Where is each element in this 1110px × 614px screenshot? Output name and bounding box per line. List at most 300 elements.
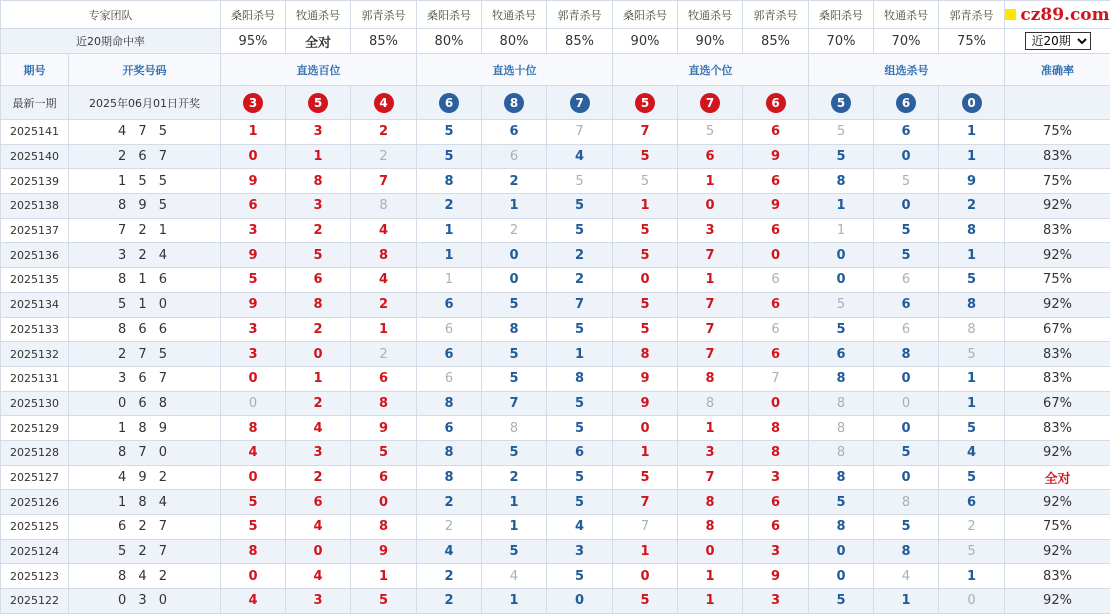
- number-ball: 4: [374, 93, 394, 113]
- col-accuracy: 准确率: [1005, 54, 1110, 86]
- kill-number: 3: [221, 342, 286, 367]
- kill-number: 5: [482, 366, 547, 391]
- table-row: [1, 391, 1110, 416]
- kill-number: 2: [417, 515, 482, 540]
- table-row: [1, 342, 1110, 367]
- kill-number: 8: [613, 342, 678, 367]
- expert-header-row: [1, 1, 1110, 29]
- draw-number: 8 6 6: [69, 317, 221, 342]
- kill-number: 5: [417, 120, 482, 145]
- kill-number: 6: [417, 366, 482, 391]
- hit-rate-row: [1, 29, 1110, 54]
- expert-name: 桑阳杀号: [613, 1, 678, 29]
- accuracy-value: 全对: [1005, 465, 1110, 490]
- expert-rate: 70%: [874, 29, 939, 54]
- draw-number: 7 2 1: [69, 218, 221, 243]
- kill-number: 5: [613, 243, 678, 268]
- kill-number: 6: [417, 416, 482, 441]
- expert-name: 牧通杀号: [482, 1, 547, 29]
- number-ball: 5: [831, 93, 851, 113]
- kill-number: 6: [417, 317, 482, 342]
- table-row: [1, 169, 1110, 194]
- kill-number: 7: [613, 515, 678, 540]
- kill-number: 5: [482, 539, 547, 564]
- kill-number: 3: [678, 440, 743, 465]
- kill-number: 8: [809, 169, 874, 194]
- period-number: 2025132: [1, 342, 69, 367]
- kill-number: 4: [286, 416, 351, 441]
- period-number: 2025139: [1, 169, 69, 194]
- expert-rate: 80%: [417, 29, 482, 54]
- kill-number: 7: [351, 169, 417, 194]
- kill-number: 0: [678, 194, 743, 219]
- kill-number: 5: [939, 416, 1005, 441]
- kill-number: 8: [221, 539, 286, 564]
- kill-number: 8: [286, 292, 351, 317]
- expert-rate: 70%: [809, 29, 874, 54]
- accuracy-value: 92%: [1005, 589, 1110, 614]
- expert-name: 牧通杀号: [874, 1, 939, 29]
- kill-number: 0: [874, 416, 939, 441]
- table-row: [1, 366, 1110, 391]
- kill-number: 8: [809, 515, 874, 540]
- draw-number: 5 2 7: [69, 539, 221, 564]
- kill-number: 1: [417, 243, 482, 268]
- kill-number: 9: [743, 194, 809, 219]
- number-ball: 3: [243, 93, 263, 113]
- table-row: [1, 194, 1110, 219]
- kill-number: 6: [743, 490, 809, 515]
- kill-number: 0: [743, 391, 809, 416]
- kill-number: 0: [351, 490, 417, 515]
- accuracy-value: 92%: [1005, 440, 1110, 465]
- kill-number: 8: [351, 515, 417, 540]
- kill-number: 8: [809, 391, 874, 416]
- kill-number: 2: [939, 194, 1005, 219]
- kill-number: 4: [874, 564, 939, 589]
- kill-number: 1: [482, 194, 547, 219]
- expert-rate: 95%: [221, 29, 286, 54]
- draw-number: 0 6 8: [69, 391, 221, 416]
- table-row: [1, 218, 1110, 243]
- kill-number: 5: [613, 317, 678, 342]
- table-row: [1, 144, 1110, 169]
- expert-rate: 90%: [613, 29, 678, 54]
- kill-number: 1: [939, 144, 1005, 169]
- expert-rate: 75%: [939, 29, 1005, 54]
- kill-number: 6: [351, 366, 417, 391]
- kill-number: 6: [547, 440, 613, 465]
- kill-number: 0: [678, 539, 743, 564]
- kill-number: 0: [939, 589, 1005, 614]
- draw-number: 4 7 5: [69, 120, 221, 145]
- latest-kill-cell: [286, 86, 351, 120]
- kill-number: 9: [221, 292, 286, 317]
- kill-number: 2: [286, 317, 351, 342]
- accuracy-value: 83%: [1005, 416, 1110, 441]
- expert-name: 郭青杀号: [351, 1, 417, 29]
- kill-number: 0: [221, 366, 286, 391]
- latest-kill-cell: [547, 86, 613, 120]
- kill-number: 6: [678, 144, 743, 169]
- kill-number: 1: [351, 564, 417, 589]
- draw-number: 3 6 7: [69, 366, 221, 391]
- kill-number: 6: [743, 515, 809, 540]
- table-row: [1, 292, 1110, 317]
- kill-number: 5: [351, 440, 417, 465]
- kill-number: 6: [939, 490, 1005, 515]
- period-number: 2025129: [1, 416, 69, 441]
- accuracy-value: 92%: [1005, 292, 1110, 317]
- kill-number: 2: [351, 144, 417, 169]
- kill-number: 7: [678, 342, 743, 367]
- kill-number: 3: [678, 218, 743, 243]
- draw-number: 8 1 6: [69, 268, 221, 293]
- number-ball: 6: [896, 93, 916, 113]
- kill-number: 6: [874, 120, 939, 145]
- table-row: [1, 490, 1110, 515]
- kill-number: 1: [351, 317, 417, 342]
- kill-number: 1: [613, 440, 678, 465]
- kill-number: 0: [874, 391, 939, 416]
- kill-number: 8: [678, 391, 743, 416]
- period-number: 2025137: [1, 218, 69, 243]
- latest-kill-cell: [874, 86, 939, 120]
- number-ball: 5: [308, 93, 328, 113]
- kill-number: 4: [286, 515, 351, 540]
- kill-number: 2: [351, 292, 417, 317]
- kill-number: 8: [417, 465, 482, 490]
- table-row: [1, 589, 1110, 614]
- kill-number: 1: [939, 366, 1005, 391]
- period-number: 2025123: [1, 564, 69, 589]
- kill-number: 5: [351, 589, 417, 614]
- kill-number: 8: [809, 366, 874, 391]
- kill-number: 5: [547, 218, 613, 243]
- kill-number: 8: [482, 416, 547, 441]
- kill-number: 1: [678, 564, 743, 589]
- kill-number: 5: [547, 391, 613, 416]
- table-row: [1, 317, 1110, 342]
- kill-number: 6: [286, 490, 351, 515]
- latest-kill-cell: [939, 86, 1005, 120]
- kill-number: 4: [482, 564, 547, 589]
- kill-number: 8: [939, 317, 1005, 342]
- kill-number: 7: [547, 120, 613, 145]
- kill-number: 8: [874, 490, 939, 515]
- kill-number: 5: [482, 440, 547, 465]
- col-group-hundreds: 直选百位: [221, 54, 417, 86]
- kill-number: 0: [613, 564, 678, 589]
- kill-number: 5: [874, 515, 939, 540]
- kill-number: 5: [221, 268, 286, 293]
- number-ball: 7: [570, 93, 590, 113]
- kill-number: 2: [482, 465, 547, 490]
- kill-number: 0: [809, 564, 874, 589]
- kill-number: 3: [743, 539, 809, 564]
- kill-number: 6: [743, 342, 809, 367]
- kill-number: 5: [221, 515, 286, 540]
- kill-number: 4: [417, 539, 482, 564]
- kill-number: 0: [809, 539, 874, 564]
- accuracy-value: 92%: [1005, 490, 1110, 515]
- kill-number: 5: [939, 268, 1005, 293]
- expert-rate: 85%: [547, 29, 613, 54]
- period-number: 2025140: [1, 144, 69, 169]
- kill-number: 8: [874, 342, 939, 367]
- kill-number: 3: [547, 539, 613, 564]
- period-number: 2025131: [1, 366, 69, 391]
- kill-number: 5: [874, 440, 939, 465]
- period-number: 2025128: [1, 440, 69, 465]
- period-range-select[interactable]: [1025, 32, 1091, 50]
- kill-number: 1: [939, 391, 1005, 416]
- kill-number: 2: [547, 268, 613, 293]
- kill-number: 9: [351, 539, 417, 564]
- kill-number: 3: [743, 465, 809, 490]
- table-row: [1, 416, 1110, 441]
- kill-number: 1: [613, 194, 678, 219]
- latest-kill-cell: [351, 86, 417, 120]
- kill-number: 5: [809, 589, 874, 614]
- kill-number: 5: [547, 490, 613, 515]
- kill-number: 9: [743, 564, 809, 589]
- kill-number: 6: [743, 317, 809, 342]
- kill-number: 5: [939, 342, 1005, 367]
- table-row: [1, 120, 1110, 145]
- col-group-tens: 直选十位: [417, 54, 613, 86]
- draw-number: 1 8 4: [69, 490, 221, 515]
- kill-number: 0: [613, 416, 678, 441]
- kill-number: 8: [678, 490, 743, 515]
- kill-number: 6: [874, 268, 939, 293]
- kill-number: 0: [221, 465, 286, 490]
- kill-number: 1: [417, 268, 482, 293]
- expert-rate: 85%: [351, 29, 417, 54]
- accuracy-value: 75%: [1005, 120, 1110, 145]
- kill-number: 0: [874, 465, 939, 490]
- kill-number: 8: [351, 391, 417, 416]
- draw-number: 0 3 0: [69, 589, 221, 614]
- period-number: 2025124: [1, 539, 69, 564]
- kill-number: 5: [547, 564, 613, 589]
- kill-number: 7: [547, 292, 613, 317]
- kill-number: 5: [547, 169, 613, 194]
- kill-number: 9: [939, 169, 1005, 194]
- draw-number: 8 4 2: [69, 564, 221, 589]
- kill-number: 5: [613, 144, 678, 169]
- draw-number: 1 5 5: [69, 169, 221, 194]
- kill-number: 5: [613, 292, 678, 317]
- latest-date: 2025年06月01日开奖: [69, 86, 221, 120]
- kill-number: 6: [221, 194, 286, 219]
- kill-number: 0: [613, 268, 678, 293]
- kill-number: 0: [286, 342, 351, 367]
- draw-number: 1 8 9: [69, 416, 221, 441]
- number-ball: 8: [504, 93, 524, 113]
- expert-rate: 80%: [482, 29, 547, 54]
- table-row: [1, 539, 1110, 564]
- kill-number: 5: [809, 490, 874, 515]
- table-row: [1, 243, 1110, 268]
- kill-number: 5: [547, 194, 613, 219]
- kill-number: 9: [743, 144, 809, 169]
- expert-name: 牧通杀号: [286, 1, 351, 29]
- kill-number: 5: [874, 218, 939, 243]
- accuracy-value: 92%: [1005, 539, 1110, 564]
- kill-number: 5: [809, 120, 874, 145]
- kill-number: 5: [482, 342, 547, 367]
- kill-number: 2: [482, 169, 547, 194]
- kill-number: 9: [221, 169, 286, 194]
- expert-name: 郭青杀号: [939, 1, 1005, 29]
- expert-name: 牧通杀号: [678, 1, 743, 29]
- kill-number: 1: [613, 539, 678, 564]
- latest-kill-cell: [809, 86, 874, 120]
- column-header-row: [1, 54, 1110, 86]
- kill-number: 7: [482, 391, 547, 416]
- col-group-combo: 组选杀号: [809, 54, 1005, 86]
- kill-number: 2: [417, 589, 482, 614]
- table-row: [1, 465, 1110, 490]
- kill-number: 5: [809, 144, 874, 169]
- latest-row: [1, 86, 1110, 120]
- expert-name: 桑阳杀号: [417, 1, 482, 29]
- kill-number: 5: [939, 465, 1005, 490]
- latest-label: 最新一期: [1, 86, 69, 120]
- kill-number: 6: [743, 292, 809, 317]
- kill-number: 2: [351, 120, 417, 145]
- kill-number: 5: [613, 465, 678, 490]
- logo-text: cz89.com: [1020, 4, 1110, 25]
- period-number: 2025127: [1, 465, 69, 490]
- table-row: [1, 515, 1110, 540]
- accuracy-value: 83%: [1005, 342, 1110, 367]
- kill-number: 6: [874, 317, 939, 342]
- kill-number: 8: [874, 539, 939, 564]
- kill-number: 6: [743, 120, 809, 145]
- kill-number: 3: [286, 120, 351, 145]
- kill-number: 0: [286, 539, 351, 564]
- draw-number: 2 6 7: [69, 144, 221, 169]
- draw-number: 8 9 5: [69, 194, 221, 219]
- period-number: 2025126: [1, 490, 69, 515]
- kill-number: 0: [221, 391, 286, 416]
- accuracy-value: 75%: [1005, 169, 1110, 194]
- kill-number: 3: [286, 589, 351, 614]
- kill-number: 5: [678, 120, 743, 145]
- kill-number: 1: [939, 120, 1005, 145]
- accuracy-value: 83%: [1005, 564, 1110, 589]
- kill-number: 8: [809, 440, 874, 465]
- kill-number: 8: [417, 169, 482, 194]
- kill-number: 6: [809, 342, 874, 367]
- kill-number: 8: [743, 440, 809, 465]
- kill-number: 6: [743, 218, 809, 243]
- kill-number: 0: [809, 268, 874, 293]
- kill-number: 0: [743, 243, 809, 268]
- period-number: 2025130: [1, 391, 69, 416]
- period-number: 2025122: [1, 589, 69, 614]
- kill-number: 6: [351, 465, 417, 490]
- site-logo[interactable]: [1005, 1, 1110, 29]
- period-number: 2025133: [1, 317, 69, 342]
- accuracy-value: 75%: [1005, 515, 1110, 540]
- kill-number: 8: [939, 218, 1005, 243]
- kill-number: 1: [482, 490, 547, 515]
- kill-number: 8: [678, 366, 743, 391]
- kill-number: 4: [351, 218, 417, 243]
- kill-number: 2: [417, 564, 482, 589]
- team-label: 专家团队: [1, 1, 221, 29]
- kill-number: 7: [678, 317, 743, 342]
- kill-number: 2: [286, 391, 351, 416]
- draw-number: 2 7 5: [69, 342, 221, 367]
- accuracy-value: 92%: [1005, 194, 1110, 219]
- kill-number: 8: [351, 243, 417, 268]
- kill-number: 6: [743, 268, 809, 293]
- kill-number: 5: [286, 243, 351, 268]
- table-row: [1, 440, 1110, 465]
- kill-number: 0: [221, 564, 286, 589]
- kill-number: 4: [939, 440, 1005, 465]
- expert-name: 桑阳杀号: [221, 1, 286, 29]
- kill-number: 3: [221, 218, 286, 243]
- kill-number: 5: [482, 292, 547, 317]
- kill-number: 6: [417, 292, 482, 317]
- kill-number: 1: [678, 589, 743, 614]
- accuracy-value: 92%: [1005, 243, 1110, 268]
- expert-name: 郭青杀号: [743, 1, 809, 29]
- kill-number: 7: [678, 465, 743, 490]
- kill-number: 0: [482, 268, 547, 293]
- latest-kill-cell: [613, 86, 678, 120]
- kill-number: 0: [221, 144, 286, 169]
- kill-number: 8: [417, 391, 482, 416]
- kill-number: 8: [286, 169, 351, 194]
- kill-number: 8: [351, 194, 417, 219]
- kill-number: 5: [939, 539, 1005, 564]
- col-period: 期号: [1, 54, 69, 86]
- kill-number: 5: [417, 144, 482, 169]
- kill-number: 1: [874, 589, 939, 614]
- col-draw: 开奖号码: [69, 54, 221, 86]
- number-ball: 7: [700, 93, 720, 113]
- kill-number: 3: [221, 317, 286, 342]
- expert-rate: 全对: [286, 29, 351, 54]
- kill-number: 1: [482, 515, 547, 540]
- kill-number: 5: [613, 589, 678, 614]
- kill-number: 1: [221, 120, 286, 145]
- kill-number: 5: [613, 169, 678, 194]
- kill-number: 5: [613, 218, 678, 243]
- kill-number: 5: [809, 292, 874, 317]
- latest-kill-cell: [221, 86, 286, 120]
- latest-kill-cell: [678, 86, 743, 120]
- kill-number: 8: [417, 440, 482, 465]
- kill-number: 9: [613, 391, 678, 416]
- kill-number: 8: [809, 465, 874, 490]
- draw-number: 6 2 7: [69, 515, 221, 540]
- kill-number: 6: [482, 120, 547, 145]
- kill-number: 6: [874, 292, 939, 317]
- kill-number: 6: [417, 342, 482, 367]
- latest-kill-cell: [417, 86, 482, 120]
- period-select-cell: [1005, 29, 1110, 54]
- kill-number: 8: [221, 416, 286, 441]
- kill-number: 4: [221, 440, 286, 465]
- kill-number: 1: [678, 169, 743, 194]
